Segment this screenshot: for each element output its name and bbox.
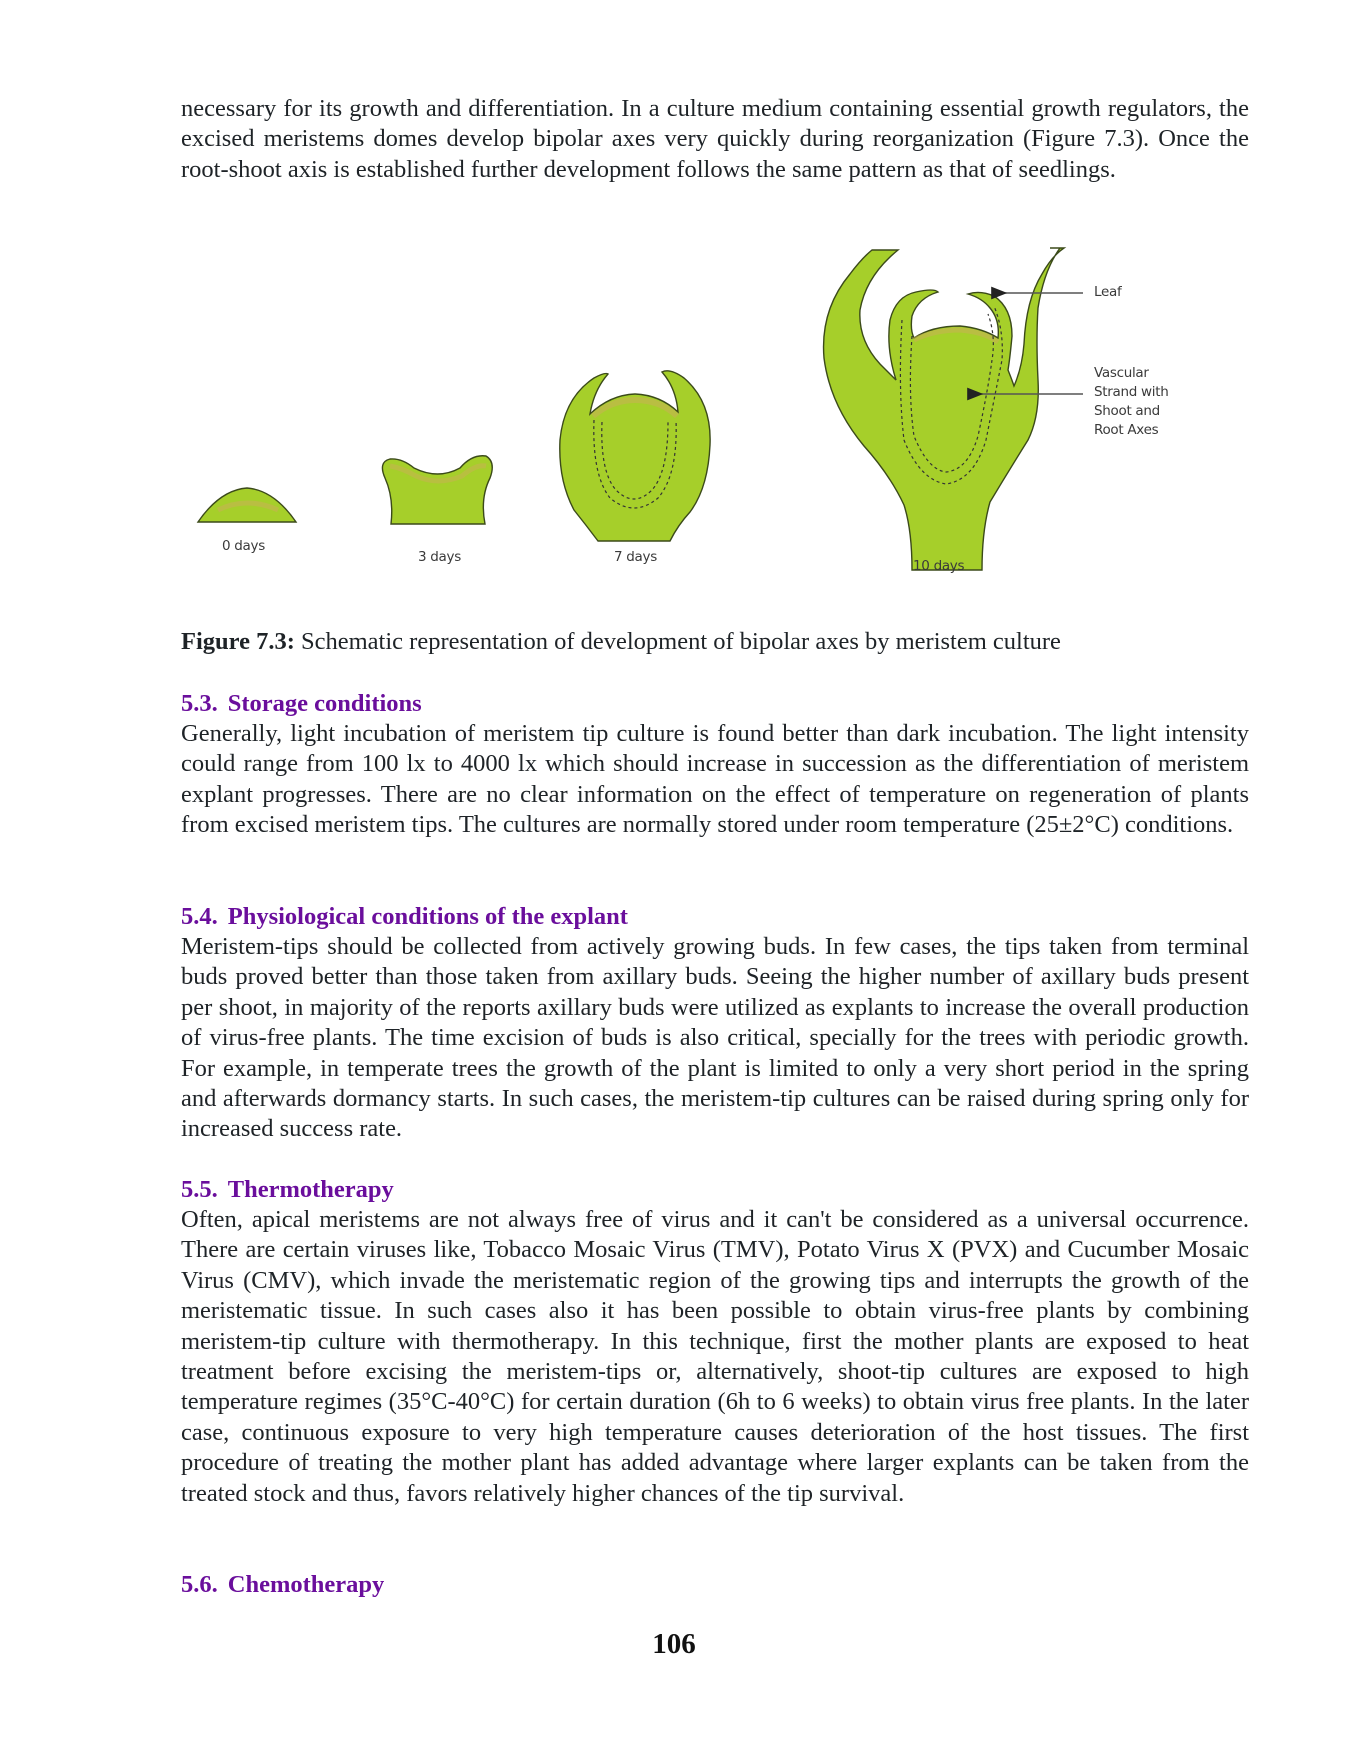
annotation-leaf: Leaf xyxy=(1094,284,1122,300)
stage-10-days xyxy=(824,248,1064,570)
stage-label-7-days: 7 days xyxy=(614,549,657,565)
annotation-vascular-line-1: Vascular xyxy=(1094,365,1149,381)
section-heading xyxy=(181,902,1249,932)
stage-0-days-dome xyxy=(198,488,296,522)
stage-label-10-days: 10 days xyxy=(913,558,965,574)
section-heading xyxy=(181,689,1249,719)
section-title: Thermotherapy xyxy=(227,1176,394,1203)
section-heading xyxy=(181,1175,1249,1205)
stage-7-days xyxy=(560,371,710,541)
section-chemotherapy xyxy=(181,1570,1249,1600)
section-number: 5.6. xyxy=(181,1571,218,1598)
section-title: Physiological conditions of the explant xyxy=(227,903,628,930)
meristem-development-diagram xyxy=(190,240,1190,585)
section-number: 5.3. xyxy=(181,690,218,717)
annotation-vascular-line-4: Root Axes xyxy=(1094,422,1159,438)
stage-label-3-days: 3 days xyxy=(418,549,461,565)
section-physiological-conditions xyxy=(181,902,1249,1145)
figure-7-3 xyxy=(190,240,1190,585)
annotation-vascular-line-3: Shoot and xyxy=(1094,403,1160,419)
section-title: Chemotherapy xyxy=(227,1571,385,1598)
section-title: Storage conditions xyxy=(227,690,422,717)
section-heading xyxy=(181,1570,1249,1600)
section-body: Meristem-tips should be collected from actively growing buds. In few cases, the tips taken from terminal buds proved better than those taken from axillary buds. Seeing the higher number of axillary buds present per shoot, in majority of the reports axillary buds were utilized as explants to increase the overall production of virus-free plants. The time excision of buds is also critical, specially for the trees with periodic growth. For example, in temperate trees the growth of the plant is limited to only a very short period in the spring and afterwards dormancy starts. In such cases, the meristem-tip cultures can be raised during spring only for increased success rate. xyxy=(181,933,1249,1143)
section-body: Often, apical meristems are not always free of virus and it can't be considered as a universal occurrence. There are certain viruses like, Tobacco Mosaic Virus (TMV), Potato Virus X (PVX) and Cucumber Mosaic Virus (CMV), which invade the meristematic region of the growing tips and interrupts the growth of the meristematic tissue. In such cases also it has been possible to obtain virus-free plants by combining meristem-tip culture with thermotherapy. In this technique, first the mother plants are exposed to heat treatment before excising the meristem-tips or, alternatively, shoot-tip cultures are exposed to high temperature regimes (35°C-40°C) for certain duration (6h to 6 weeks) to obtain virus free plants. In the later case, continuous exposure to very high temperature causes deterioration of the host tissues. The first procedure of treating the mother plant has added advantage where larger explants can be taken from the treated stock and thus, favors relatively higher chances of the tip survival. xyxy=(181,1206,1249,1507)
intro-paragraph-block xyxy=(181,94,1249,185)
section-storage-conditions xyxy=(181,689,1249,841)
section-body: Generally, light incubation of meristem tip culture is found better than dark incubation. The light intensity could range from 100 lx to 4000 lx which should increase in succession as the differentiation of meristem explant progresses. There are no clear information on the effect of temperature on regeneration of plants from excised meristem tips. The cultures are normally stored under room temperature (25±2°C) conditions. xyxy=(181,720,1249,839)
annotation-vascular-line-2: Strand with xyxy=(1094,384,1169,400)
section-number: 5.4. xyxy=(181,903,218,930)
stage-label-0-days: 0 days xyxy=(222,538,265,554)
annotation-vascular-strand xyxy=(1094,364,1168,440)
caption-label: Figure 7.3: xyxy=(181,628,295,655)
intro-paragraph: necessary for its growth and differentiation. In a culture medium containing essential growth regulators, the excised meristems domes develop bipolar axes very quickly during reorganization (Figure 7.3). Once the root-shoot axis is established further development follows the same pattern as that of seedlings. xyxy=(181,95,1249,183)
caption-text: Schematic representation of development of bipolar axes by meristem culture xyxy=(294,628,1061,655)
page-number: 106 xyxy=(652,1628,696,1660)
section-number: 5.5. xyxy=(181,1176,218,1203)
figure-caption xyxy=(181,627,1249,657)
section-thermotherapy xyxy=(181,1175,1249,1509)
stage-3-days xyxy=(382,456,492,524)
